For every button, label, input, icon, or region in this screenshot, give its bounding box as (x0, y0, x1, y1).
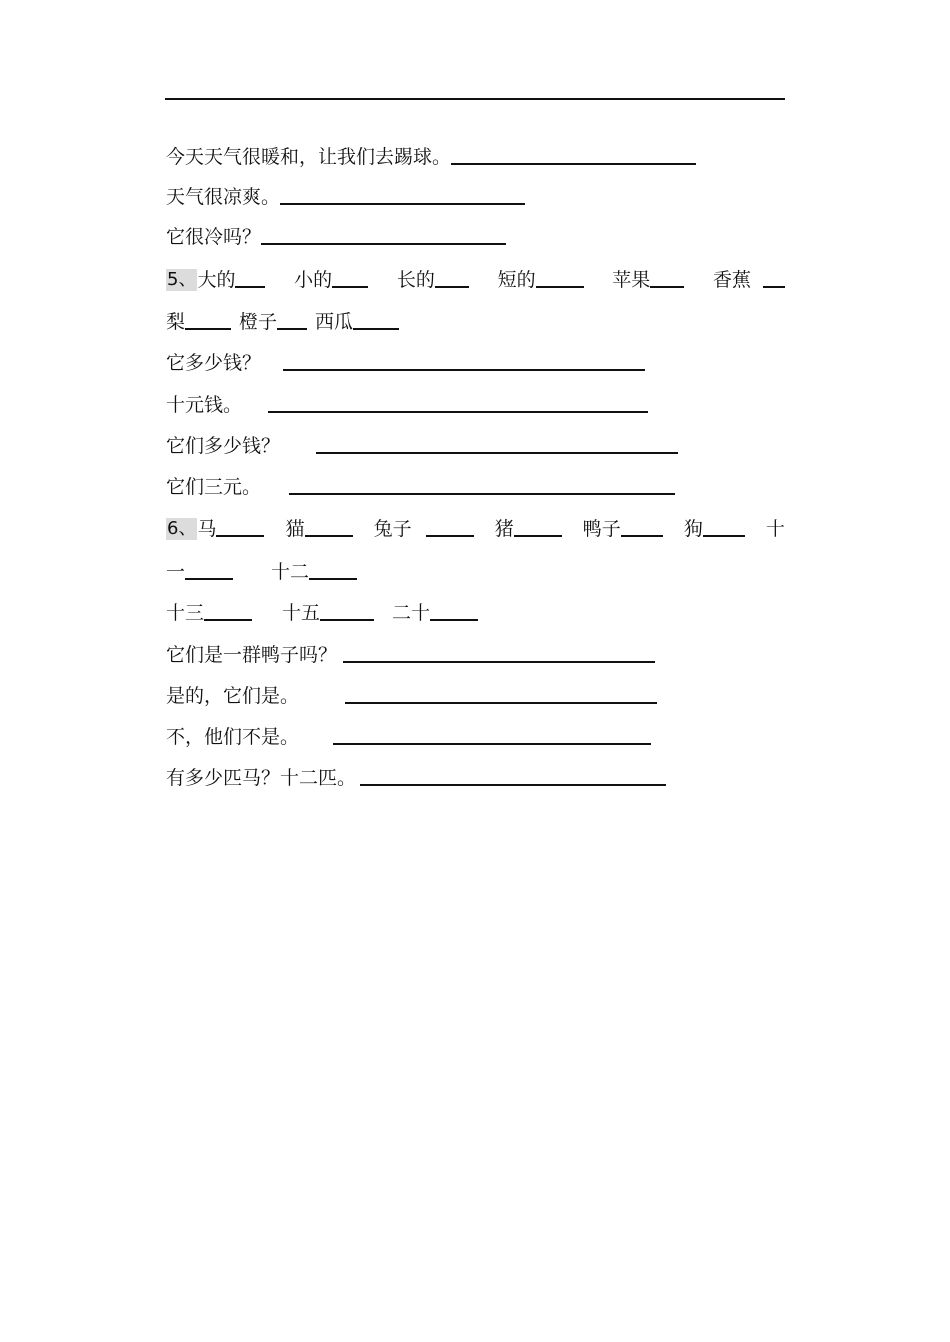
q5-sentence-3 (166, 427, 785, 457)
q6-word: 狗 (683, 518, 703, 540)
q4-text-3: 它很冷吗？ (166, 226, 262, 248)
q5-word: 西瓜 (315, 311, 354, 333)
q6-sentence-2 (166, 677, 785, 707)
q5-word: 苹果 (612, 269, 651, 291)
q5-word-row-2 (166, 303, 785, 333)
answer-blank[interactable] (283, 369, 645, 371)
q5-sentence-1 (166, 344, 785, 374)
answer-blank[interactable] (289, 493, 675, 495)
q4-line-3 (166, 218, 785, 248)
answer-blank[interactable] (333, 743, 651, 745)
q6-word: 二十 (392, 602, 431, 624)
answer-blank[interactable] (185, 578, 233, 580)
answer-blank[interactable] (621, 535, 663, 537)
q6-word-row-1 (166, 510, 785, 540)
q5-word: 小的 (294, 269, 333, 291)
answer-blank[interactable] (514, 535, 562, 537)
q6-word: 鸭子 (582, 518, 621, 540)
answer-blank[interactable] (360, 784, 666, 786)
q6-word: 猪 (494, 518, 514, 540)
answer-blank[interactable] (435, 286, 469, 288)
q6-word: 十二 (271, 561, 310, 583)
answer-blank[interactable] (268, 411, 648, 413)
q6-word: 一 (166, 561, 186, 583)
q6-word: 十三 (166, 602, 205, 624)
answer-blank[interactable] (353, 328, 399, 330)
q5-word: 短的 (497, 269, 536, 291)
q5-sentence-2 (166, 386, 785, 416)
answer-blank[interactable] (320, 619, 374, 621)
q5-sentence-4 (166, 468, 785, 498)
q5-number: 5、 (167, 269, 197, 290)
q5-sentence-text: 十元钱。 (166, 394, 243, 416)
q6-word-row-2 (166, 553, 785, 583)
answer-blank[interactable] (430, 619, 478, 621)
answer-blank[interactable] (316, 452, 678, 454)
answer-blank[interactable] (280, 203, 525, 205)
q5-word: 梨 (166, 311, 186, 333)
answer-blank[interactable] (235, 286, 265, 288)
answer-blank[interactable] (277, 328, 307, 330)
q5-sentence-text: 它们多少钱？ (166, 435, 281, 457)
answer-blank[interactable] (185, 328, 231, 330)
q6-word-row-3 (166, 594, 785, 624)
q6-sentence-text: 它们是一群鸭子吗？ (166, 644, 338, 666)
q6-word: 兔子 (373, 518, 412, 540)
q5-sentence-text: 它们三元。 (166, 476, 262, 498)
q6-sentence-text: 有多少匹马？十二匹。 (166, 767, 357, 789)
q5-sentence-text: 它多少钱？ (166, 352, 262, 374)
answer-blank[interactable] (332, 286, 368, 288)
answer-blank[interactable] (451, 163, 696, 165)
q6-word: 十五 (282, 602, 321, 624)
q6-sentence-4 (166, 759, 785, 789)
q6-sentence-1 (166, 636, 785, 666)
answer-blank[interactable] (204, 619, 252, 621)
q6-sentence-text: 不，他们不是。 (166, 726, 300, 748)
q6-number: 6、 (167, 518, 197, 539)
q4-line-2 (166, 178, 785, 208)
answer-blank[interactable] (345, 702, 657, 704)
q6-word: 马 (197, 518, 217, 540)
q6-word: 猫 (285, 518, 305, 540)
q5-word-row-1 (166, 261, 785, 291)
q6-sentence-3 (166, 718, 785, 748)
answer-blank[interactable] (536, 286, 584, 288)
answer-blank[interactable] (426, 535, 474, 537)
q5-word: 香蕉 (712, 269, 751, 291)
answer-blank[interactable] (763, 286, 785, 288)
answer-blank[interactable] (343, 661, 655, 663)
q6-sentence-text: 是的，它们是。 (166, 685, 300, 707)
answer-blank[interactable] (261, 243, 506, 245)
q5-word: 大的 (197, 269, 236, 291)
answer-blank[interactable] (216, 535, 264, 537)
q4-text-2: 天气很凉爽。 (166, 186, 281, 208)
q4-line-1 (166, 138, 785, 168)
q5-word: 长的 (396, 269, 435, 291)
answer-blank[interactable] (703, 535, 745, 537)
q5-word: 橙子 (239, 311, 278, 333)
answer-blank[interactable] (305, 535, 353, 537)
answer-blank[interactable] (650, 286, 684, 288)
q6-word: 十 (765, 518, 785, 540)
header-rule (165, 98, 785, 100)
q4-text-1: 今天天气很暖和，让我们去踢球。 (166, 146, 452, 168)
answer-blank[interactable] (309, 578, 357, 580)
